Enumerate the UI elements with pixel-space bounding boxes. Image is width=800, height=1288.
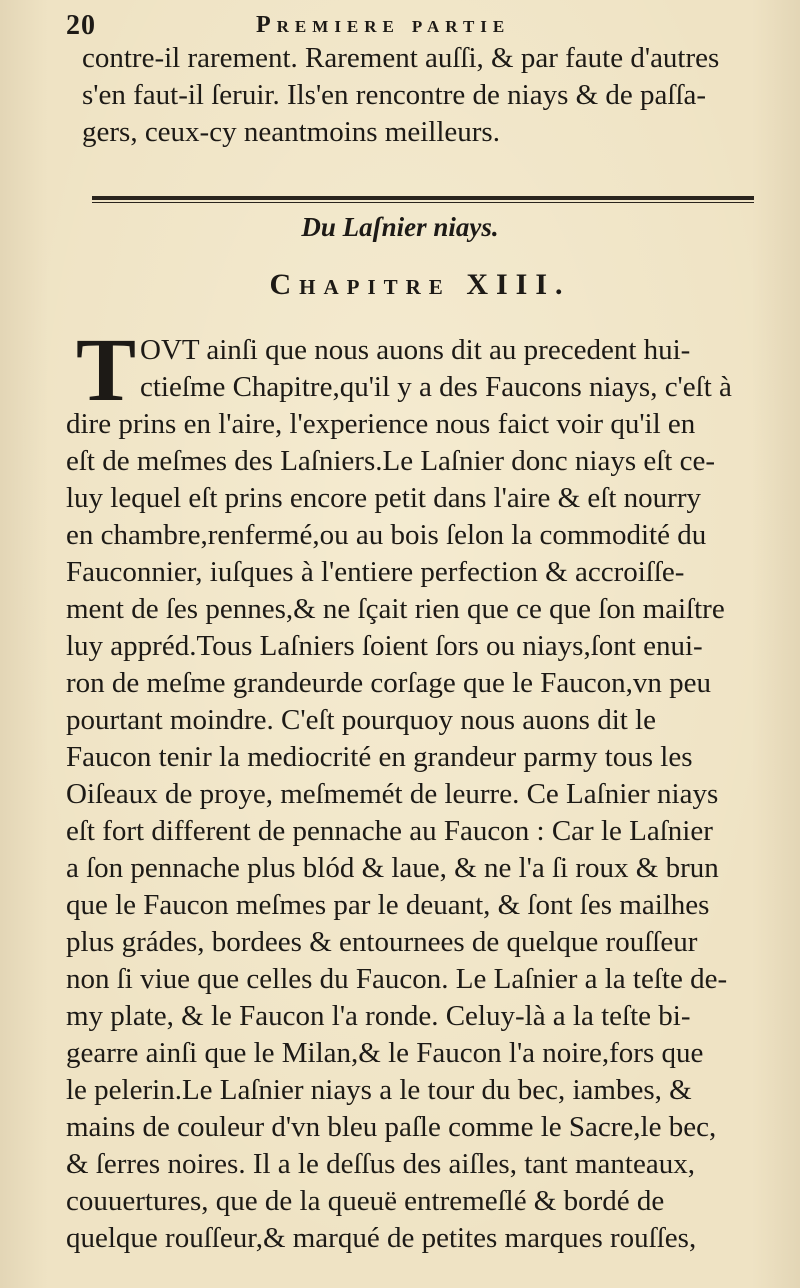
- text-line: Fauconnier, iuſques à l'entiere perfection & accroiſſe-: [66, 556, 685, 588]
- text-line: gearre ainſi que le Milan,& le Faucon l'a noire,fors que: [66, 1037, 704, 1069]
- text-line: mains de couleur d'vn bleu paſle comme le Sacre,le bec,: [66, 1111, 717, 1143]
- chapter-heading: Chapitre XIII.: [269, 268, 571, 301]
- text-line: gers, ceux-cy neantmoins meilleurs.: [82, 116, 500, 148]
- text-line: luy appréd.Tous Laſniers ſoient ſors ou niays,ſont enui-: [66, 630, 703, 662]
- text-line: dire prins en l'aire, l'experience nous faict voir qu'il en: [66, 408, 696, 440]
- text-line: ctieſme Chapitre,qu'il y a des Faucons niays, c'eſt à: [140, 371, 732, 403]
- drop-cap: T: [76, 321, 137, 420]
- text-line: quelque rouſſeur,& marqué de petites marques rouſſes,: [66, 1222, 697, 1254]
- text-line: ment de ſes pennes,& ne ſçait rien que ce que ſon maiſtre: [66, 593, 725, 625]
- page-number: 20: [66, 10, 96, 41]
- section-subtitle: Du Laſnier niays.: [301, 212, 499, 242]
- section-rule-thin: [92, 202, 754, 203]
- text-line: & ſerres noires. Il a le deſſus des aiſles, tant manteaux,: [66, 1148, 695, 1180]
- text-line: en chambre,renfermé,ou au bois ſelon la commodité du: [66, 519, 707, 551]
- text-line: Faucon tenir la mediocrité en grandeur parmy tous les: [66, 741, 693, 773]
- text-line: eſt fort different de pennache au Faucon : Car le Laſnier: [66, 815, 713, 847]
- text-line: OVT ainſi que nous auons dit au precedent hui-: [140, 334, 691, 366]
- text-line: non ſi viue que celles du Faucon. Le Laſnier a la teſte de-: [66, 963, 728, 995]
- text-line: contre-il rarement. Rarement auſſi, & par faute d'autres: [82, 42, 720, 74]
- text-line: que le Faucon meſmes par le deuant, & ſont ſes mailhes: [66, 889, 710, 921]
- text-line: le pelerin.Le Laſnier niays a le tour du bec, iambes, &: [66, 1074, 692, 1106]
- continued-paragraph: [82, 40, 782, 151]
- text-line: my plate, & le Faucon l'a ronde. Celuy-là a la teſte bi-: [66, 1000, 691, 1032]
- text-line: Oiſeaux de proye, meſmemét de leurre. Ce Laſnier niays: [66, 778, 719, 810]
- text-line: plus grádes, bordees & entournees de quelque rouſſeur: [66, 926, 698, 958]
- text-line: luy lequel eſt prins encore petit dans l'aire & eſt nourry: [66, 482, 701, 514]
- text-line: a ſon pennache plus blód & laue, & ne l'a ſi roux & brun: [66, 852, 719, 884]
- text-line: eſt de meſmes des Laſniers.Le Laſnier donc niays eſt ce-: [66, 445, 716, 477]
- text-line: pourtant moindre. C'eſt pourquoy nous auons dit le: [66, 704, 656, 736]
- page-header: [66, 6, 756, 42]
- running-head: Premiere partie: [256, 12, 511, 38]
- chapter-body: [66, 321, 766, 1257]
- text-line: ron de meſme grandeurde corſage que le Faucon,vn peu: [66, 667, 711, 699]
- section-rule: [92, 196, 754, 200]
- text-line: s'en faut-il ſeruir. Ils'en rencontre de niays & de paſſa-: [82, 79, 707, 111]
- text-line: couuertures, que de la queuë entremeſlé & bordé de: [66, 1185, 665, 1217]
